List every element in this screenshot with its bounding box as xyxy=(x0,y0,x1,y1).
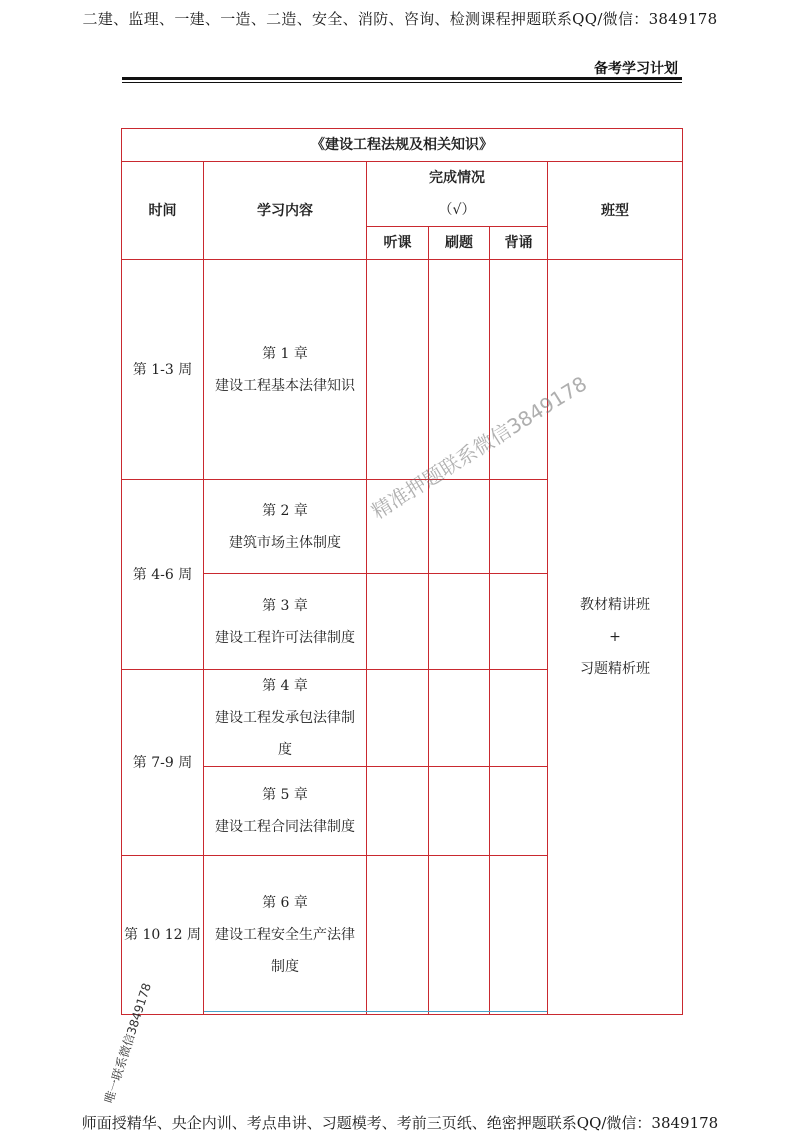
listen-check-cell[interactable] xyxy=(367,767,429,856)
chapter-title: 建设工程发承包法律制 xyxy=(215,710,355,726)
chapter-title: 建筑市场主体制度 xyxy=(229,534,341,551)
week-cell: 第 7-9 周 xyxy=(122,670,204,856)
top-banner: 二建、监理、一建、一造、二造、安全、消防、咨询、检测课程押题联系QQ/微信：3849178 xyxy=(82,10,718,28)
header-check-mark: （√） xyxy=(438,202,476,218)
chapter-number: 第 1 章 xyxy=(262,345,308,362)
week-cell: 第 1-3 周 xyxy=(122,260,204,480)
page-title: 备考学习计划 xyxy=(594,61,678,77)
listen-check-cell[interactable] xyxy=(367,670,429,767)
recite-check-cell[interactable] xyxy=(490,767,548,856)
chapter-title: 建设工程基本法律知识 xyxy=(215,377,355,394)
listen-check-cell[interactable] xyxy=(367,856,429,1015)
header-completion-label: 完成情况 xyxy=(429,170,485,186)
chapter-cell xyxy=(204,670,367,767)
chapter-title-cont: 度 xyxy=(278,742,292,758)
chapter-cell xyxy=(204,260,367,480)
recite-check-cell[interactable] xyxy=(490,670,548,767)
chapter-title: 建设工程许可法律制度 xyxy=(215,629,355,646)
header-listen: 听课 xyxy=(367,227,429,260)
chapter-number: 第 4 章 xyxy=(262,678,308,694)
study-plan-table xyxy=(121,128,683,1015)
chapter-cell xyxy=(204,574,367,670)
table-bottom-accent-line xyxy=(204,1011,547,1012)
chapter-number: 第 5 章 xyxy=(262,787,308,803)
header-content: 学习内容 xyxy=(204,162,367,260)
chapter-title-cont: 制度 xyxy=(271,959,299,975)
practice-check-cell[interactable] xyxy=(429,574,490,670)
recite-check-cell[interactable] xyxy=(490,480,548,574)
header-recite: 背诵 xyxy=(490,227,548,260)
side-watermark: 唯一联系微信3849178 xyxy=(101,981,154,1105)
header-rule-thin xyxy=(122,82,682,83)
class-type-line3: 习题精析班 xyxy=(580,661,650,677)
table-title: 《建设工程法规及相关知识》 xyxy=(122,129,683,162)
practice-check-cell[interactable] xyxy=(429,856,490,1015)
center-watermark: 精准押题联系微信3849178 xyxy=(367,371,592,524)
recite-check-cell[interactable] xyxy=(490,856,548,1015)
chapter-cell xyxy=(204,767,367,856)
chapter-cell xyxy=(204,856,367,1015)
chapter-cell xyxy=(204,480,367,574)
header-rule-thick xyxy=(122,77,682,80)
bottom-banner: 师面授精华、央企内训、考点串讲、习题模考、考前三页纸、绝密押题联系QQ/微信：3849178 xyxy=(81,1114,719,1132)
practice-check-cell[interactable] xyxy=(429,767,490,856)
week-cell: 第 4-6 周 xyxy=(122,480,204,670)
practice-check-cell[interactable] xyxy=(429,670,490,767)
header-completion xyxy=(367,162,548,227)
chapter-number: 第 2 章 xyxy=(262,502,308,519)
chapter-title: 建设工程合同法律制度 xyxy=(215,819,355,835)
week-cell: 第 10 12 周 xyxy=(122,856,204,1015)
header-time: 时间 xyxy=(122,162,204,260)
listen-check-cell[interactable] xyxy=(367,260,429,480)
class-type-line1: 教材精讲班 xyxy=(580,597,650,613)
practice-check-cell[interactable] xyxy=(429,480,490,574)
chapter-number: 第 3 章 xyxy=(262,597,308,614)
header-class-type: 班型 xyxy=(548,162,683,260)
class-type-plus: + xyxy=(609,629,621,645)
chapter-number: 第 6 章 xyxy=(262,895,308,911)
recite-check-cell[interactable] xyxy=(490,574,548,670)
header-practice: 刷题 xyxy=(429,227,490,260)
chapter-title: 建设工程安全生产法律 xyxy=(215,927,355,943)
listen-check-cell[interactable] xyxy=(367,574,429,670)
